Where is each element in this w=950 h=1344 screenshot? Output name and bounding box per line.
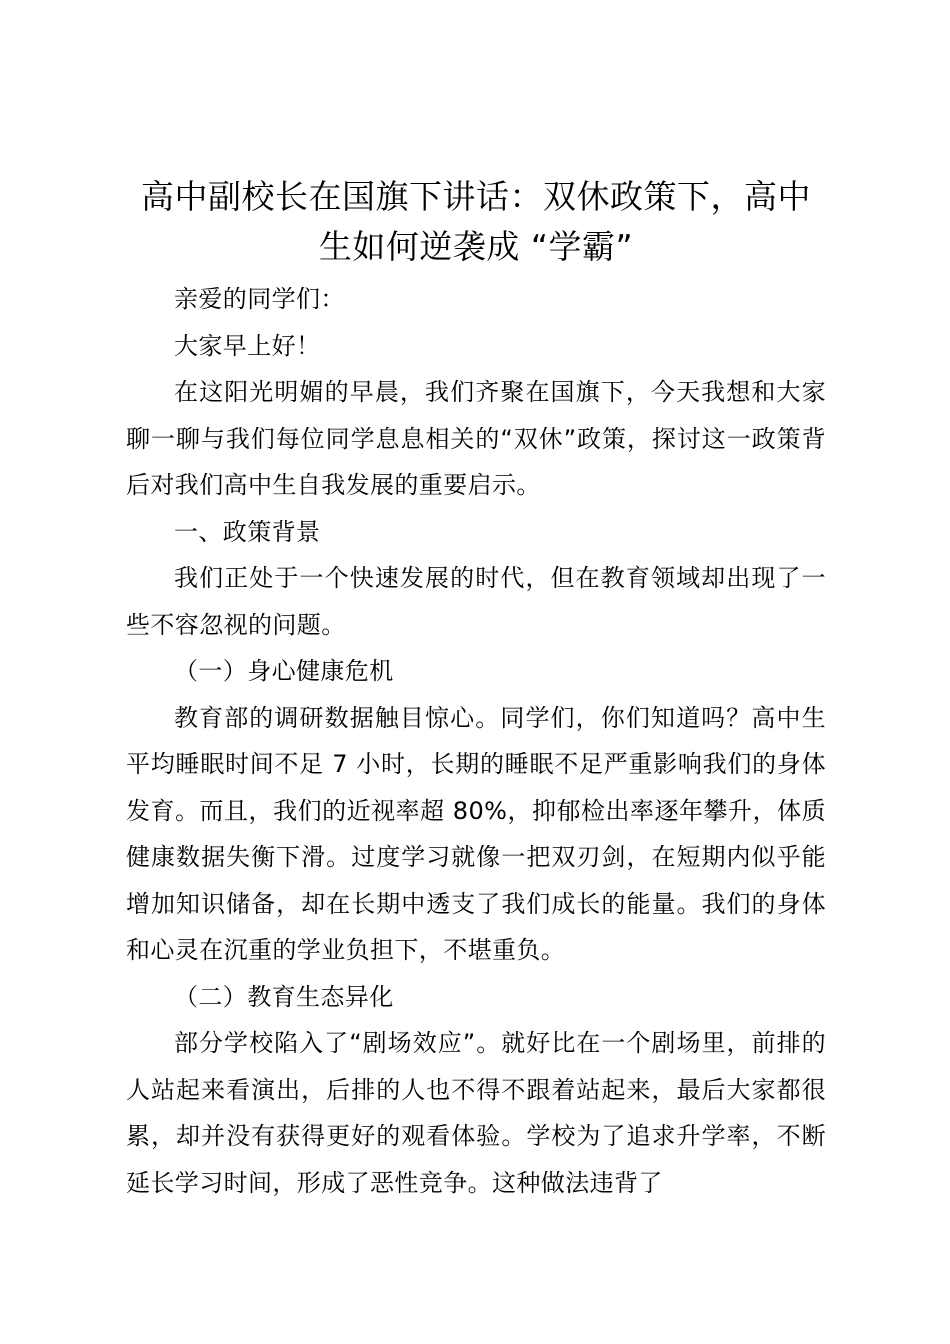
subsection-heading-education-ecology: （二）教育生态异化 <box>174 982 394 1011</box>
paragraph-health-crisis: 教育部的调研数据触目惊心。同学们，你们知道吗？高中生平均睡眠时间不足 7 小时，长期的睡眠不足严重影响我们的身体发育。而且，我们的近视率超 80%，抑郁检出率逐年攀升，体质健康数据失衡下滑。过度学习就像一把双刃剑，在短期内似乎能增加知识储备，却在长期中透支了我们成长的能量。我们的身体和心灵在沉重的学业负担下，不堪重负。 <box>126 703 826 964</box>
section-heading-policy-background: 一、政策背景 <box>174 517 321 546</box>
paragraph-background: 我们正处于一个快速发展的时代，但在教育领域却出现了一些不容忽视的问题。 <box>126 564 826 639</box>
document-body <box>126 172 826 1206</box>
document-title: 高中副校长在国旗下讲话：双休政策下，高中生如何逆袭成 “学霸” <box>141 177 811 266</box>
paragraph-greeting: 大家早上好！ <box>174 331 321 360</box>
paragraph-intro: 在这阳光明媚的早晨，我们齐聚在国旗下，今天我想和大家聊一聊与我们每位同学息息相关的“双休”政策，探讨这一政策背后对我们高中生自我发展的重要启示。 <box>126 378 826 499</box>
paragraph-education-ecology: 部分学校陷入了“剧场效应”。就好比在一个剧场里，前排的人站起来看演出，后排的人也不得不跟着站起来，最后大家都很累，却并没有获得更好的观看体验。学校为了追求升学率，不断延长学习时间，形成了恶性竞争。这种做法违背了 <box>126 1029 826 1197</box>
paragraph-salutation: 亲爱的同学们： <box>174 285 345 313</box>
subsection-heading-health-crisis: （一）身心健康危机 <box>174 657 394 685</box>
